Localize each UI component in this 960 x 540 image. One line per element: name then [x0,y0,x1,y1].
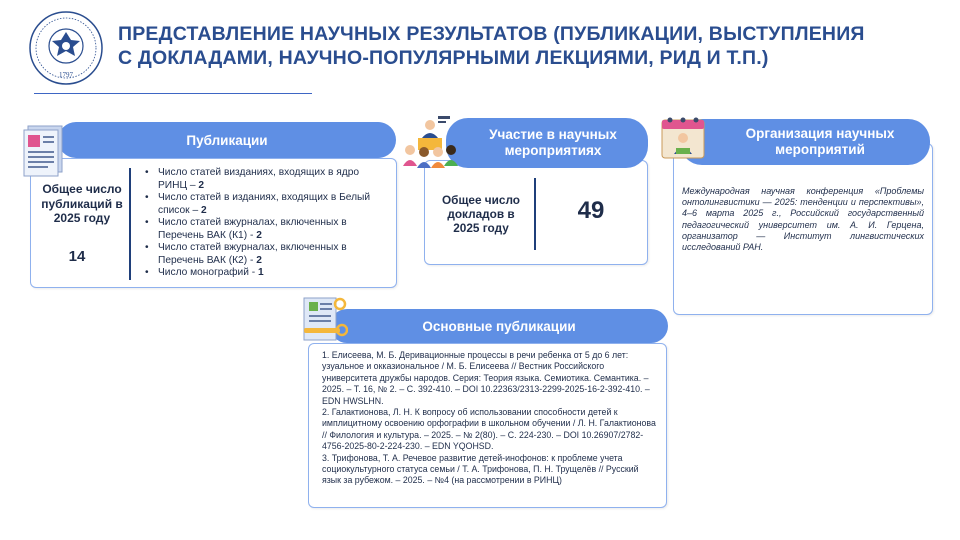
participation-total-label: Общее число докладов в 2025 году [441,193,521,235]
list-item: • Число статей визданиях, входящих в ядро РИНЦ – 2 [142,167,388,192]
participation-total-value: 49 [577,197,605,224]
list-item: • Число монографий - 1 [142,267,388,280]
list-item: • Число статей вжурналах, включенных в Перечень ВАК (К1) - 2 [142,217,388,242]
publications-divider [129,168,131,280]
participation-header [446,118,648,168]
title-line-1: ПРЕДСТАВЛЕНИЕ НАУЧНЫХ РЕЗУЛЬТАТОВ (ПУБЛИКАЦИИ, ВЫСТУПЛЕНИЯ [118,23,865,45]
list-item: 3. Трифонова, Т. А. Речевое развитие детей-инофонов: к проблеме учета социокультурного статуса семьи / Т. А. Трифонова, П. Н. Трущелёв // Русский язык за рубежом. – 2025. – №4 (на рассмотрении в РИНЦ) [322,452,639,486]
organization-title: Организация научных мероприятий [745,126,895,157]
main-publications-title: Основные публикации [422,318,576,334]
calendar-event-icon [660,116,706,160]
audience-speaker-icon [402,116,458,170]
list-item: 2. Галактионова, Л. Н. К вопросу об использовании способности детей к имплицитному освоению орфографии в школьном обучении / Л. Н. Галактионова // Филология и культура. – 2025. – № 2(80). – С. 224-230. – DOI 10.26907/2782-4756-2025-80-2-224-230. – EDN YQOHSD. [322,407,656,452]
publications-title: Публикации [186,132,268,148]
list-item: 1. Елисеева, М. Б. Деривационные процессы в речи ребенка от 5 до 6 лет: узуальное и окказиональное / М. Б. Елисеева // Вестник Российского университета дружбы народов. Серия: Теория языка. Семиотика. Семантика. – 2025. – Т. 16, № 2. – С. 392-410. – DOI 10.22363/2313-2299-2025-16-2-392-410. – EDN HWSLHN. [322,350,650,406]
document-stack-icon [22,122,66,178]
list-item: • Число статей в изданиях, входящих в Белый список – 2 [142,192,388,217]
organization-header [680,119,930,165]
publications-header [58,122,396,158]
participation-title: Участие в научных мероприятиях [489,127,617,158]
main-publications-list [322,350,658,487]
title-line-2: С ДОКЛАДАМИ, НАУЧНО-ПОПУЛЯРНЫМИ ЛЕКЦИЯМИ, РИД И Т.П.) [118,47,769,69]
main-publications-header [330,309,668,343]
publications-total-value: 14 [68,248,86,265]
publications-total-label: Общее число публикаций в 2025 году [41,182,123,225]
list-item: • Число статей вжурналах, включенных в Перечень ВАК (К2) - 2 [142,242,388,267]
participation-divider [534,178,536,250]
logo-year: 1797 [59,71,73,79]
university-seal-icon [28,10,104,86]
title-divider [34,93,312,94]
page-title [118,22,918,70]
organization-description: Международная научная конференция «Проблемы онтолингвистики — 2025: тенденции и перспективы», 4–6 марта 2025 г., Российский государственный педагогический университет им. А. И. Герцена, организатор — Институт лингвистических исследований РАН. [682,186,924,253]
certificate-key-icon [300,296,348,346]
publications-stats-list [142,167,388,280]
